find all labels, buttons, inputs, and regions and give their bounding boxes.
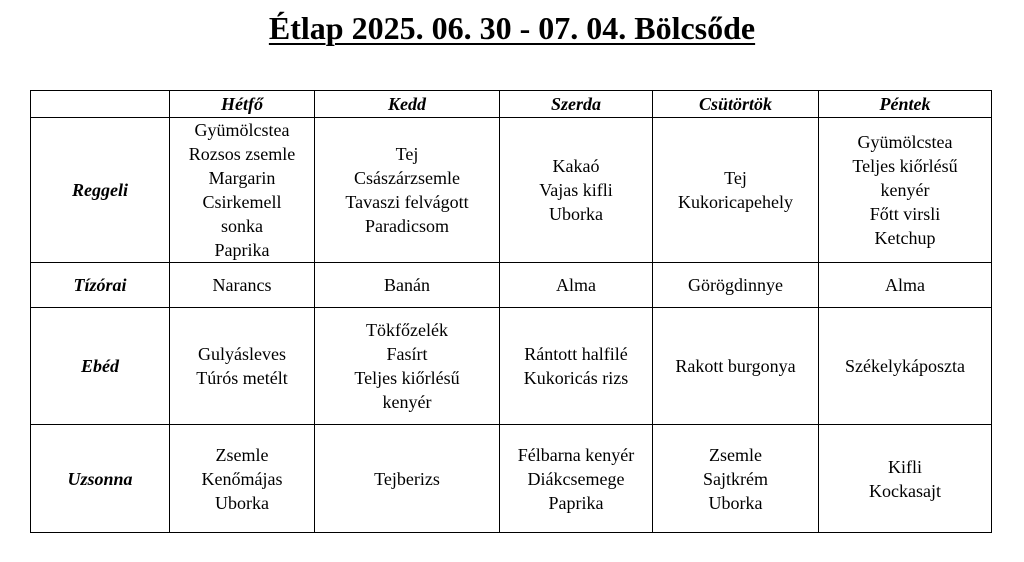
menu-item: Diákcsemege (527, 468, 625, 489)
meal-label: Uzsonna (31, 425, 170, 533)
day-header-pentek: Péntek (819, 91, 992, 118)
menu-item: Zsemle (215, 444, 269, 465)
menu-item: Görögdinnye (688, 275, 783, 295)
menu-item: Rozsos zsemle (188, 144, 296, 164)
menu-item: Uborka (708, 492, 763, 513)
menu-item: Narancs (212, 275, 272, 295)
menu-item: Kakaó (552, 156, 600, 176)
menu-item: kenyér (880, 180, 930, 200)
menu-item: Túrós metélt (196, 368, 288, 388)
header-row (31, 91, 992, 118)
menu-item: Ketchup (874, 228, 936, 248)
menu-cell (315, 308, 500, 425)
menu-item: Alma (885, 275, 925, 295)
menu-item: Kenőmájas (201, 468, 283, 489)
menu-cell (653, 263, 819, 308)
menu-cell (315, 425, 500, 533)
day-header-szerda: Szerda (500, 91, 653, 118)
menu-cell (170, 308, 315, 425)
meal-row-uzsonna (31, 425, 992, 533)
menu-item: Gyümölcstea (194, 120, 290, 140)
menu-item: Kukoricás rizs (523, 368, 629, 388)
menu-cell (315, 118, 500, 263)
meal-label: Ebéd (31, 308, 170, 425)
menu-item: Uborka (549, 204, 603, 224)
menu-item: Gyümölcstea (857, 132, 953, 152)
menu-cell (653, 308, 819, 425)
menu-item: Rántott halfilé (524, 344, 628, 364)
meal-row-tizorai (31, 263, 992, 308)
menu-item: Tej (724, 168, 747, 188)
meal-row-ebed (31, 308, 992, 425)
menu-item: Tavaszi felvágott (345, 192, 469, 212)
menu-item: kenyér (382, 392, 432, 412)
meal-label: Reggeli (31, 118, 170, 263)
menu-item: Sajtkrém (703, 468, 768, 489)
menu-item: Banán (384, 275, 430, 295)
menu-cell (819, 118, 992, 263)
menu-item: Kifli (888, 456, 922, 477)
menu-table (30, 90, 992, 533)
meal-label: Tízórai (31, 263, 170, 308)
menu-item: Paradicsom (365, 216, 449, 236)
menu-cell (500, 308, 653, 425)
menu-item: Tejberizs (374, 468, 440, 489)
corner-cell (31, 91, 170, 118)
menu-item: Margarin (208, 168, 276, 188)
menu-item: sonka (221, 216, 263, 236)
day-header-kedd: Kedd (315, 91, 500, 118)
menu-item: Uborka (215, 492, 269, 513)
menu-item: Teljes kiőrlésű (852, 156, 958, 176)
menu-item: Paprika (548, 492, 604, 513)
day-header-hetfo: Hétfő (170, 91, 315, 118)
menu-item: Császárzsemle (354, 168, 460, 188)
menu-item: Fasírt (386, 344, 428, 364)
menu-cell (315, 263, 500, 308)
day-header-csutortok: Csütörtök (653, 91, 819, 118)
meal-row-reggeli (31, 118, 992, 263)
menu-cell (500, 263, 653, 308)
menu-item: Tej (395, 144, 419, 164)
page-title: Étlap 2025. 06. 30 - 07. 04. Bölcsőde (268, 10, 756, 46)
menu-cell (653, 425, 819, 533)
menu-item: Paprika (214, 240, 270, 260)
menu-item: Csirkemell (202, 192, 282, 212)
menu-item: Tökfőzelék (366, 320, 448, 340)
menu-cell (170, 425, 315, 533)
menu-cell (819, 263, 992, 308)
menu-item: Vajas kifli (539, 180, 613, 200)
menu-cell (500, 425, 653, 533)
menu-cell (819, 308, 992, 425)
menu-item: Rakott burgonya (675, 356, 796, 376)
menu-cell (500, 118, 653, 263)
menu-cell (170, 118, 315, 263)
menu-item: Gulyásleves (198, 344, 286, 364)
menu-item: Kockasajt (869, 480, 941, 501)
menu-item: Székelykáposzta (845, 356, 965, 376)
menu-cell (819, 425, 992, 533)
menu-cell (653, 118, 819, 263)
menu-item: Kukoricapehely (678, 192, 793, 212)
menu-item: Alma (556, 275, 596, 295)
menu-item: Főtt virsli (869, 204, 941, 224)
menu-item: Félbarna kenyér (517, 444, 635, 465)
menu-item: Teljes kiőrlésű (354, 368, 460, 388)
menu-cell (170, 263, 315, 308)
menu-item: Zsemle (709, 444, 762, 465)
